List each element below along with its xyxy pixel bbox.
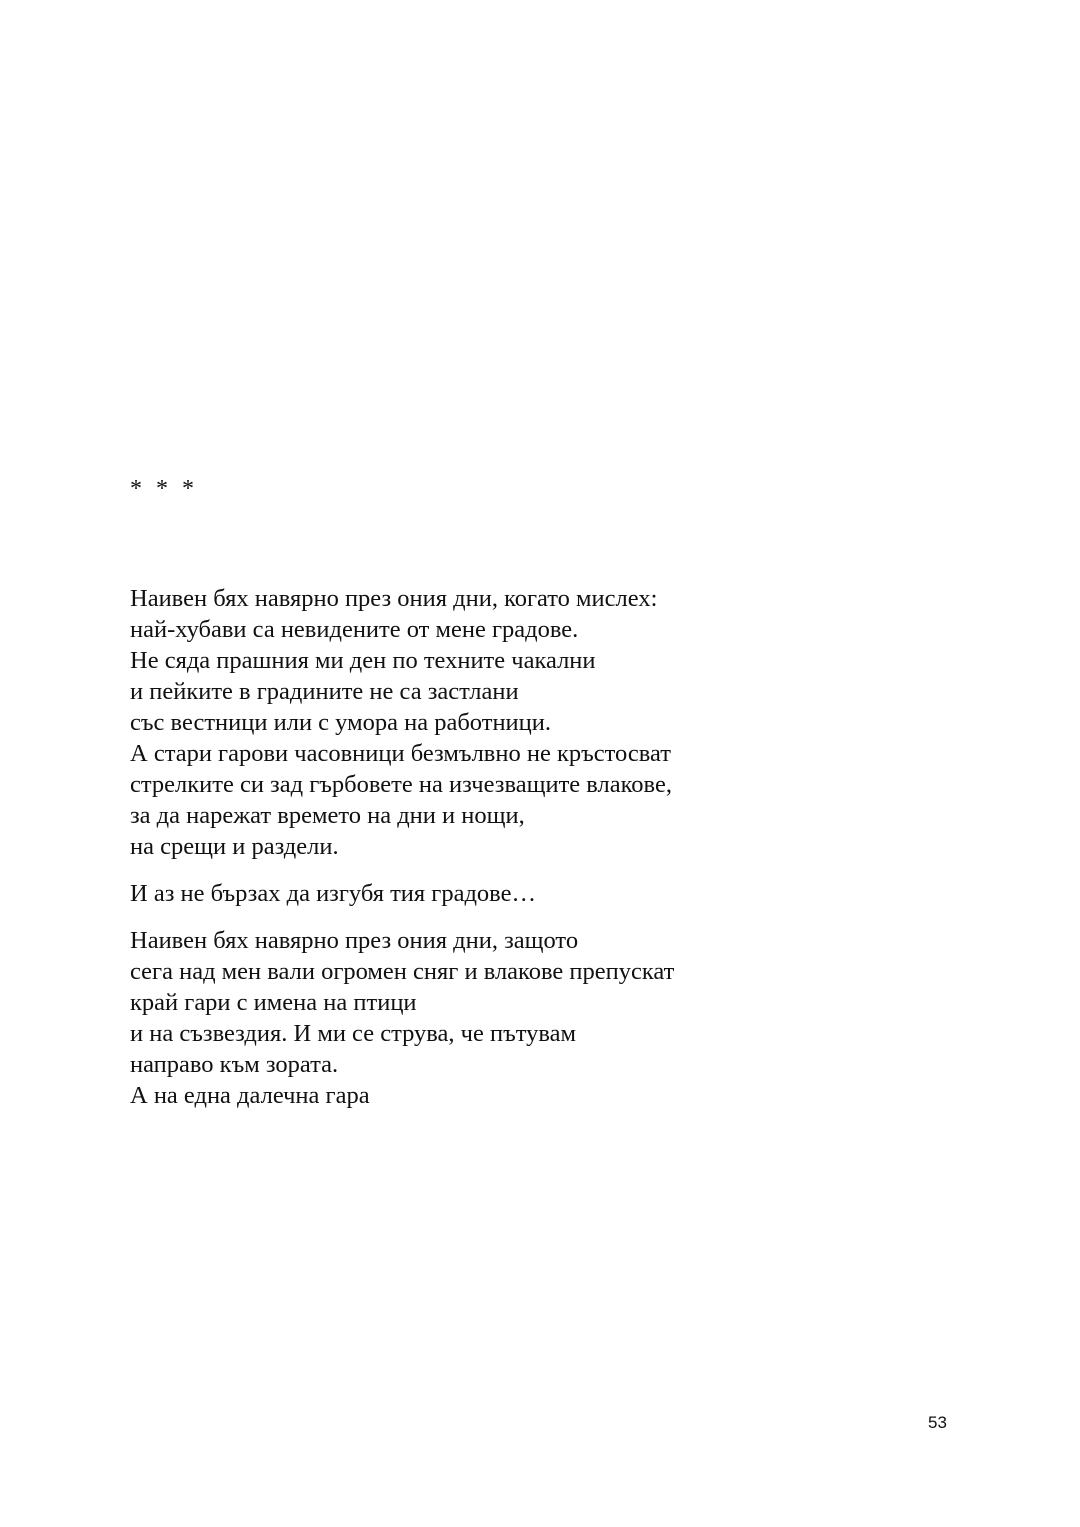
page-number: 53 (928, 1413, 947, 1432)
section-ornament: * * * (130, 476, 198, 502)
poem-line: Наивен бях навярно през ония дни, когато мислех: (130, 585, 658, 612)
poem-line: за да нарежат времето на дни и нощи, (130, 802, 525, 829)
poem-line: Наивен бях навярно през ония дни, защото (130, 927, 579, 954)
stanza-2 (130, 878, 930, 909)
poem-line: със вестници или с умора на работници. (130, 709, 552, 736)
poem-line: И аз не бързах да изгубя тия градове… (130, 880, 536, 907)
poem-line: стрелките си зад гърбовете на изчезващите влакове, (130, 771, 672, 798)
poem-line: А стари гарови часовници безмълвно не кръстосват (130, 740, 671, 767)
stanza-1 (130, 583, 930, 862)
poem-line: А на една далечна гара (130, 1082, 370, 1109)
poem-line: Не сяда прашния ми ден по техните чакални (130, 647, 596, 674)
poem-line: и пейките в градините не са застлани (130, 678, 519, 705)
poem-line: край гари с имена на птици (130, 989, 417, 1016)
poem-line: най-хубави са невидените от мене градове. (130, 616, 579, 643)
poem-line: направо към зората. (130, 1051, 339, 1078)
stanza-3 (130, 925, 930, 1111)
poem-line: и на съзвездия. И ми се струва, че пътувам (130, 1020, 577, 1047)
poem-line: на срещи и раздели. (130, 833, 339, 860)
poem-line: сега над мен вали огромен сняг и влакове препускат (130, 958, 675, 985)
poem-body (130, 583, 930, 1127)
